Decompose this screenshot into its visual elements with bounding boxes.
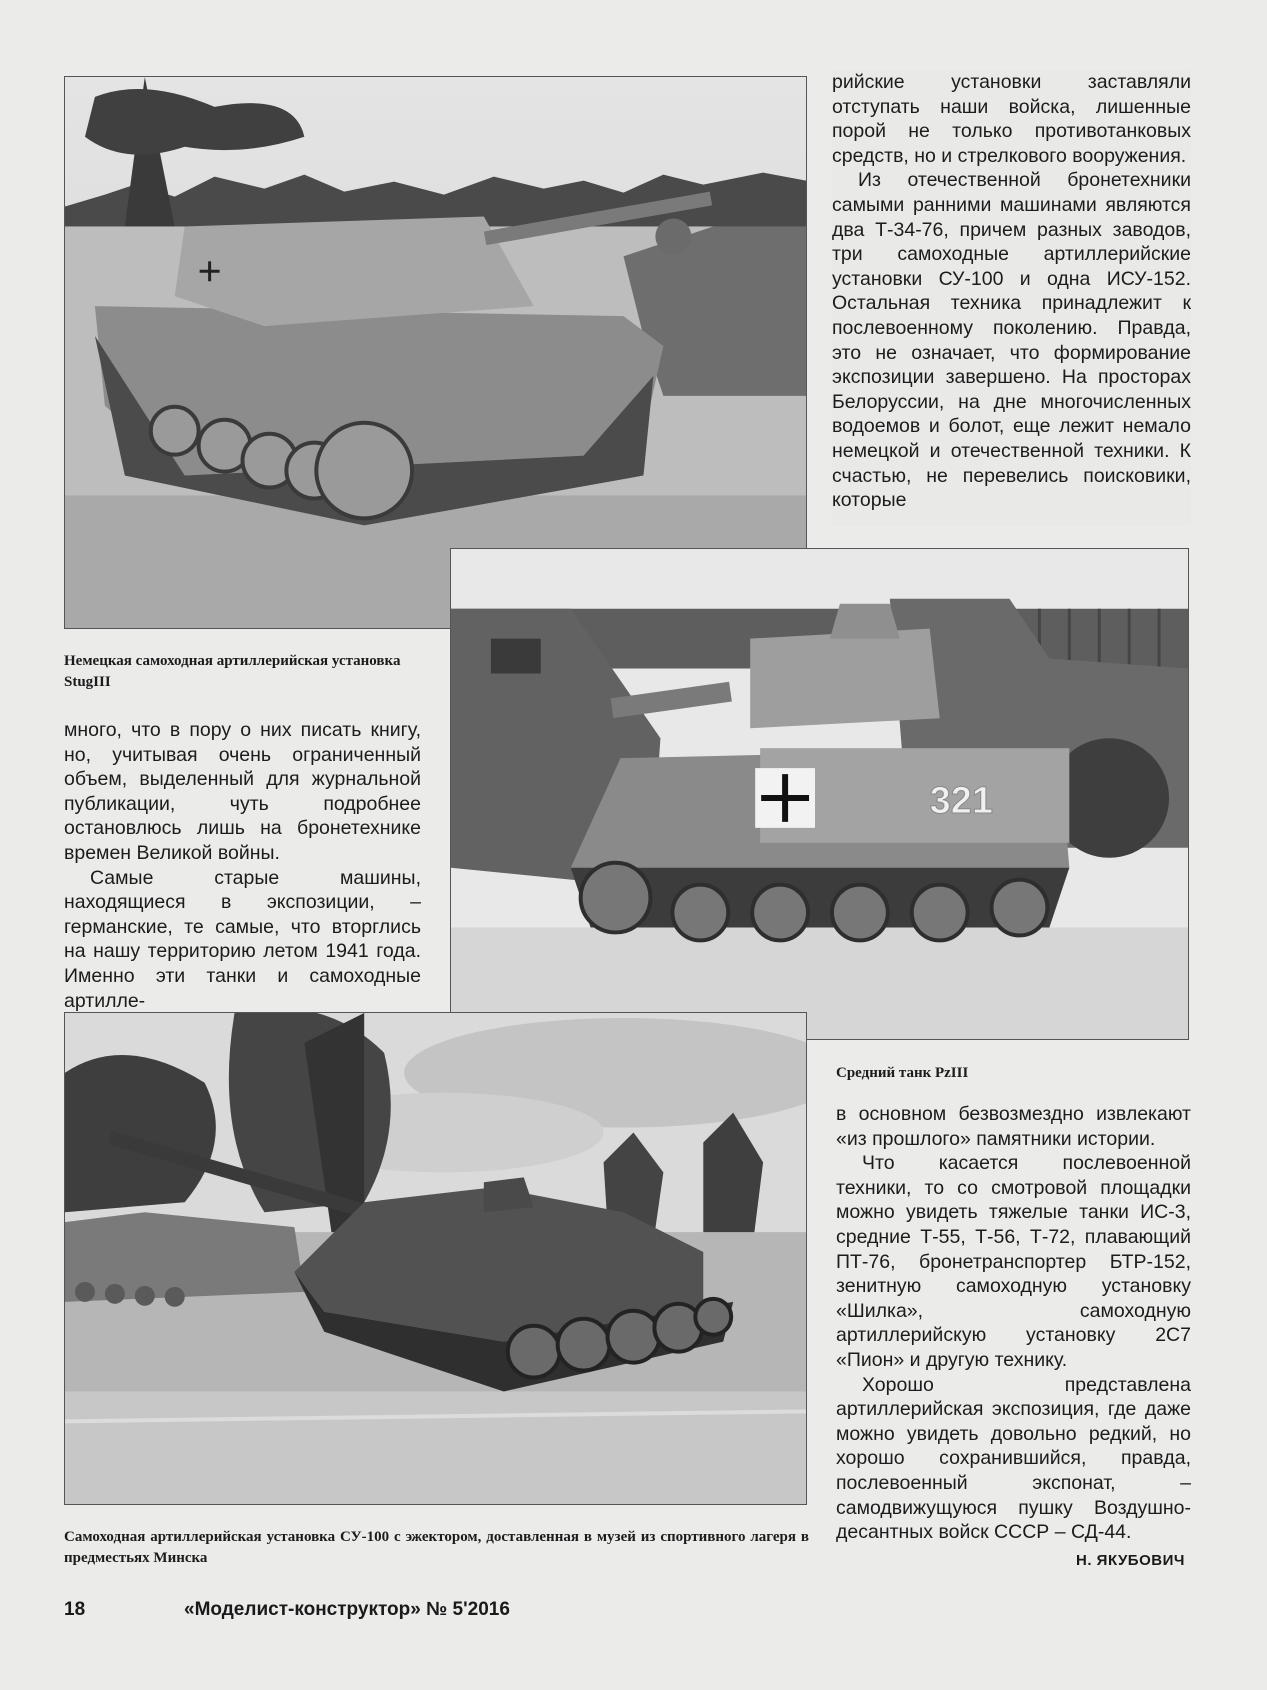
stug3-illustration: [65, 77, 806, 628]
caption-su100: Самоходная артиллерийская установка СУ-100 с эжектором, доставленная в музей из спортивного лагеря в предместьях Минска: [64, 1529, 809, 1566]
paragraph: много, что в пору о них писать книгу, но, учитывая очень ограниченный объем, выделенный для журнальной публикации, чуть подробнее остановлюсь лишь на бронетехнике времен Великой войны.: [64, 719, 421, 864]
paragraph: Самые старые машины, находящиеся в экспозиции, – германские, те самые, что вторглись на нашу территорию летом 1941 года. Именно эти танки и самоходные артилле-: [64, 866, 421, 1012]
article-text-right-bottom: [836, 1102, 1191, 1545]
paragraph: рийские установки заставляли отступать наши войска, лишенные порой не только противотанковых средств, но и стрелкового вооружения.: [832, 71, 1191, 167]
article-text-right-top: [832, 70, 1191, 526]
author-signature: Н. ЯКУБОВИЧ: [1076, 1552, 1185, 1569]
paragraph: Что касается послевоенной техники, то со смотровой площадки можно увидеть тяжелые танки ИС-3, средние Т-55, Т-56, Т-72, плавающий ПТ-76, бронетранспортер БТР-152, зенитную самоходную установку «Шилка», самоходную артиллерийскую установку 2С7 «Пион» и другую технику.: [836, 1152, 1191, 1371]
pz3-illustration: [451, 549, 1188, 1039]
paragraph: Хорошо представлена артиллерийская экспозиция, где даже можно увидеть довольно редкий, но хорошо сохранившийся, правда, послевоенный экспонат, – самодвижущуюся пушку Воздушно-десантных войск СССР – СД-44.: [836, 1373, 1191, 1544]
photo-pz3: [450, 548, 1189, 1040]
paragraph: Из отечественной бронетехники самыми ранними машинами являются два Т-34-76, причем разных заводов, три самоходные артиллерийские установки СУ-100 и одна ИСУ-152. Остальная техника принадлежит к послевоенному поколению. Правда, это не означает, что формирование экспозиции завершено. На просторах Белоруссии, на дне многочисленных водоемов и болот, еще лежит немало немецкой и отечественной техники. К счастью, не перевелись поисковики, которые: [832, 169, 1191, 512]
photo-stug3: [64, 76, 807, 629]
caption-pz3: Средний танк PzIII: [836, 1065, 969, 1081]
pz3-hull-number: 321: [929, 779, 993, 822]
caption-stug3: Немецкая самоходная артиллерийская установка StugIII: [64, 653, 401, 690]
su100-illustration: [65, 1013, 806, 1504]
photo-su100: [64, 1012, 807, 1505]
magazine-issue: «Моделист-конструктор» № 5'2016: [184, 1599, 510, 1620]
article-text-left: [64, 718, 421, 1013]
paragraph: в основном безвозмездно извлекают «из прошлого» памятники истории.: [836, 1103, 1191, 1150]
page-number: 18: [64, 1599, 86, 1620]
